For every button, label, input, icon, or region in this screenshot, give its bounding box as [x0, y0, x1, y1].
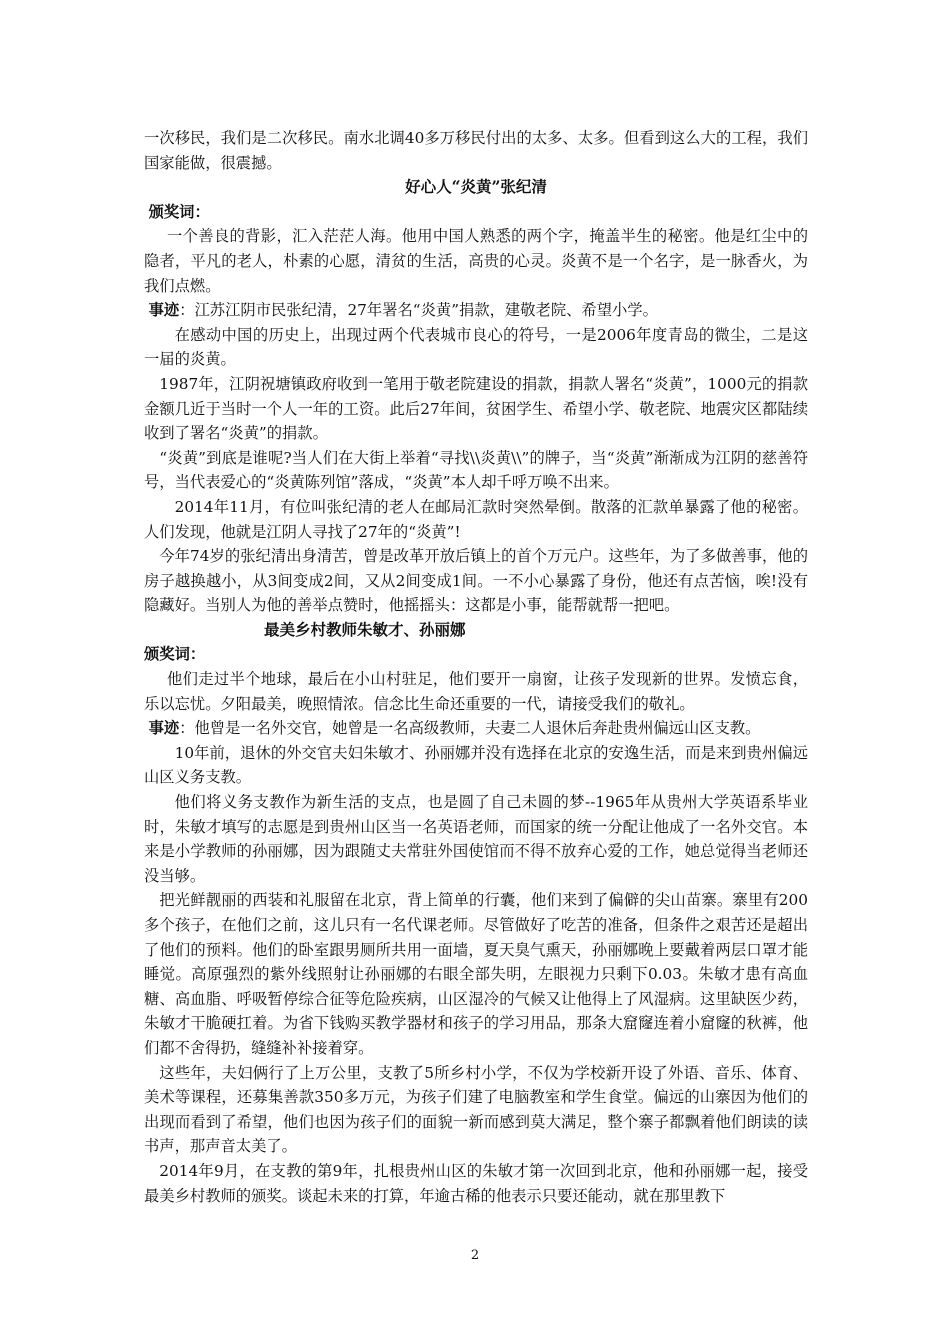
- body-paragraph: 在感动中国的历史上，出现过两个代表城市良心的符号，一是2006年度青岛的微尘，二是这一届的炎黄。: [144, 325, 808, 369]
- document-body: [144, 126, 808, 1208]
- award-label: 颁奖词：: [144, 645, 206, 664]
- intro-paragraph: 一次移民，我们是二次移民。南水北调40多万移民付出的太多、太多。但看到这么大的工程，我们国家能做，很震撼。: [144, 129, 808, 172]
- deeds-text: ：江苏江阴市民张纪清，27年署名“炎黄”捐款，建敬老院、希望小学。: [179, 301, 658, 320]
- award-text: 一个善良的背影，汇入茫茫人海。他用中国人熟悉的两个字，掩盖半生的秘密。他是红尘中的隐者，平凡的老人，朴素的心愿，清贫的生活，高贵的心灵。炎黄不是一个名字，是一脉香火，为我们点燃。: [144, 227, 808, 295]
- deeds-paragraph: [144, 298, 808, 323]
- deeds-text: ：他曾是一名外交官，她曾是一名高级教师，夫妻二人退休后奔赴贵州偏远山区支教。: [179, 719, 761, 738]
- body-paragraph: 10年前，退休的外交官夫妇朱敏才、孙丽娜并没有选择在北京的安逸生活，而是来到贵州偏远山区义务支教。: [144, 743, 808, 787]
- body-paragraph: 1987年，江阴祝塘镇政府收到一笔用于敬老院建设的捐款，捐款人署名“炎黄”，1000元的捐款金额几近于当时一个人一年的工资。此后27年间，贫困学生、希望小学、敬老院、地震灾区都陆续收到了署名“炎黄”的捐款。: [144, 374, 808, 443]
- deeds-label: 事迹: [148, 301, 180, 320]
- body-paragraph: 把光鲜靓丽的西装和礼服留在北京，背上简单的行囊，他们来到了偏僻的尖山苗寨。寨里有200多个孩子，在他们之前，这儿只有一名代课老师。尽管做好了吃苦的准备，但条件之艰苦还是超出了他们的预料。他们的卧室跟男厕所共用一面墙，夏天臭气熏天，孙丽娜晚上要戴着两层口罩才能睡觉。高原强烈的紫外线照射让孙丽娜的右眼全部失明，左眼视力只剩下0.03。朱敏才患有高血糖、高血脂、呼吸暂停综合征等危险疾病，山区湿冷的气候又让他得上了风湿病。这里缺医少药，朱敏才干脆硬扛着。为省下钱购买教学器材和孩子的学习用品，那条大窟窿连着小窟窿的秋裤，他们都不舍得扔，缝缝补补接着穿。: [144, 891, 808, 1057]
- deeds-label: 事迹: [148, 719, 180, 738]
- body-paragraph: 这些年，夫妇俩行了上万公里，支教了5所乡村小学，不仅为学校新开设了外语、音乐、体育、美术等课程，还募集善款350多万元，为孩子们建了电脑教室和学生食堂。偏远的山寨因为他们的出现而看到了希望，他们也因为孩子们的面貌一新而感到莫大满足，整个寨子都飘着他们朗读的读书声，那声音太美了。: [144, 1063, 808, 1156]
- section-title-teachers: 最美乡村教师朱敏才、孙丽娜: [264, 619, 466, 639]
- body-paragraph: 今年74岁的张纪清出身清苦，曾是改革开放后镇上的首个万元户。这些年，为了多做善事，他的房子越换越小，从3间变成2间，又从2间变成1间。一不小心暴露了身份，他还有点苦恼，唉!没有隐藏好。当别人为他的善举点赞时，他摇摇头：这都是小事，能帮就帮一把吧。: [144, 547, 808, 615]
- award-label: 颁奖词：: [148, 202, 210, 221]
- section-title-yanhuang: 好心人“炎黄”张纪清: [405, 177, 547, 197]
- page-number: 2: [470, 1248, 480, 1263]
- award-text: 他们走过半个地球，最后在小山村驻足，他们要开一扇窗，让孩子发现新的世界。发愤忘食，乐以忘忧。夕阳最美，晚照情浓。信念比生命还重要的一代，请接受我们的敬礼。: [144, 670, 808, 713]
- body-paragraph: 他们将义务支教作为新生活的支点，也是圆了自己未圆的梦--1965年从贵州大学英语系毕业时，朱敏才填写的志愿是到贵州山区当一名英语老师，而国家的统一分配让他成了一名外交官。本来是小学教师的孙丽娜，因为跟随丈夫常驻外国使馆而不得不放弃心爱的工作，她总觉得当老师还没当够。: [144, 793, 808, 885]
- body-paragraph: “炎黄”到底是谁呢?当人们在大街上举着“寻找\\炎黄\\”的牌子，当“炎黄”渐渐成为江阴的慈善符号，当代表爱心的“炎黄陈列馆”落成，“炎黄”本人却千呼万唤不出来。: [144, 448, 808, 492]
- deeds-paragraph: [144, 716, 808, 741]
- body-paragraph: 2014年11月，有位叫张纪清的老人在邮局汇款时突然晕倒。散落的汇款单暴露了他的秘密。人们发现，他就是江阴人寻找了27年的“炎黄”!: [144, 497, 808, 541]
- body-paragraph: 2014年9月，在支教的第9年，扎根贵州山区的朱敏才第一次回到北京，他和孙丽娜一起，接受最美乡村教师的颁奖。谈起未来的打算，年逾古稀的他表示只要还能动，就在那里教下: [144, 1161, 808, 1205]
